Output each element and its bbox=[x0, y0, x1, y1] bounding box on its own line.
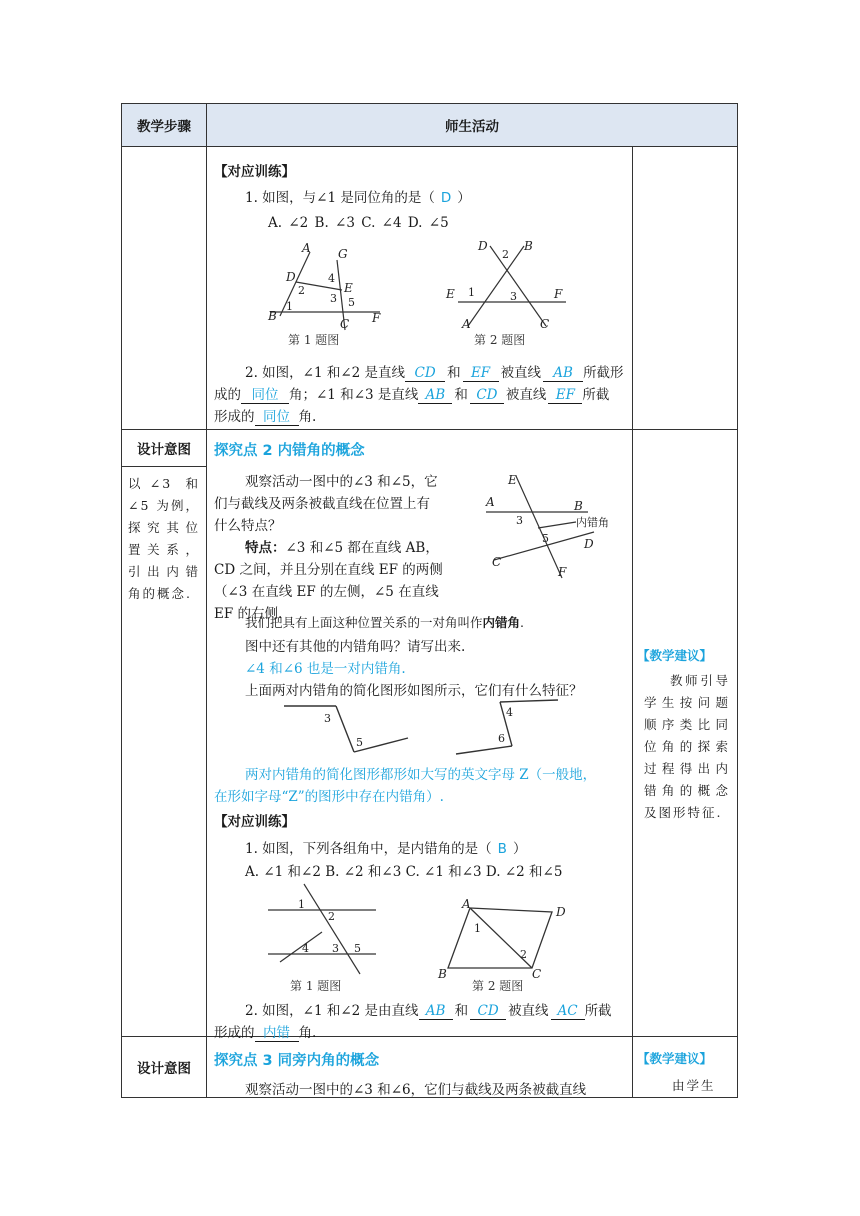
row1-left-cell bbox=[121, 146, 207, 430]
z2-label-6: 6 bbox=[498, 732, 505, 745]
definition-line bbox=[245, 613, 524, 631]
question-1-answer: D bbox=[440, 190, 452, 206]
pfig1-label-2: 4 bbox=[302, 942, 309, 955]
fig2-label-5: 3 bbox=[510, 290, 517, 303]
pq1-answer: B bbox=[497, 841, 507, 857]
question-1 bbox=[245, 186, 471, 206]
pq2-answer-2: CD bbox=[470, 1003, 506, 1020]
fig1-label-3: 4 bbox=[328, 272, 335, 285]
fig1-label-0: A bbox=[302, 241, 311, 255]
fig1-label-9: B bbox=[268, 309, 277, 323]
pfig2-label-5: C bbox=[532, 967, 542, 981]
fig2-label-6: F bbox=[554, 287, 563, 301]
pq2-answer-1: AB bbox=[419, 1003, 453, 1020]
pfig2-label-3: 2 bbox=[520, 948, 527, 961]
fig-b2-label-7: C bbox=[492, 555, 502, 569]
line-dc bbox=[490, 246, 546, 326]
q2-answer-3: AB bbox=[543, 365, 583, 382]
callout-line bbox=[538, 522, 576, 528]
answer2-text: ∠4 和∠6 也是一对内错角. bbox=[245, 661, 406, 677]
q2-answer-4: 同位 bbox=[241, 383, 289, 404]
fig1-label-5: 2 bbox=[298, 284, 305, 297]
section-title-3: 探究点 3 同旁内角的概念 bbox=[214, 1053, 380, 1069]
fig-b2-label-6: D bbox=[584, 537, 594, 551]
q2-text-1: 2. 如图，∠1 和∠2 是直线 bbox=[245, 365, 406, 381]
header-step: 教学步骤 bbox=[121, 103, 207, 147]
para1-line1: 观察活动一图中的∠3 和∠5，它 bbox=[245, 474, 438, 490]
question-1-options: A. ∠2 B. ∠3 C. ∠4 D. ∠5 bbox=[268, 215, 449, 231]
z2-label-4: 4 bbox=[506, 706, 513, 719]
q2-text-10: 形成的 bbox=[214, 409, 255, 425]
pq2-answer-4: 内错 bbox=[255, 1021, 299, 1042]
design-intent-text: 以∠3 和∠5 为例，探究其位置关系，引出内错角的概念. bbox=[128, 476, 200, 601]
teaching-suggestion-title: 【教学建议】 bbox=[637, 648, 713, 663]
simplified-z-figure-1 bbox=[280, 698, 420, 760]
fig2-label-1: 2 bbox=[502, 248, 509, 261]
fig-b2-label-0: E bbox=[508, 473, 517, 487]
lesson-table bbox=[121, 103, 738, 1098]
fig1-label-7: 5 bbox=[348, 296, 355, 309]
practice-figure-2 bbox=[436, 896, 576, 992]
simplified-z-figure-2 bbox=[452, 694, 608, 758]
z2-top bbox=[500, 700, 558, 702]
block3-text: 观察活动一图中的∠3 和∠6，它们与截线及两条被截直线 bbox=[245, 1082, 587, 1098]
line-ba bbox=[468, 246, 524, 326]
fig2-caption: 第 2 题图 bbox=[474, 333, 526, 347]
pq2-text-3: 被直线 bbox=[508, 1003, 549, 1019]
row1-right-cell bbox=[632, 146, 738, 430]
feature-label: 特点： bbox=[245, 540, 286, 556]
pfig2-caption: 第 2 题图 bbox=[472, 979, 524, 992]
z1-diag bbox=[336, 706, 354, 752]
section-title-2: 探究点 2 内错角的概念 bbox=[214, 443, 365, 459]
fig1-label-2: D bbox=[286, 270, 296, 284]
q2-text-3: 被直线 bbox=[500, 365, 542, 381]
fig-b2-label-2: B bbox=[574, 499, 583, 513]
pq2-text-1: 2. 如图，∠1 和∠2 是由直线 bbox=[245, 1003, 419, 1019]
pfig1-extra bbox=[280, 932, 322, 962]
feature-line3: （∠3 在直线 EF 的左侧，∠5 在直线 bbox=[214, 584, 439, 600]
fig2-label-4: 1 bbox=[468, 286, 475, 299]
practice-question-2-line1 bbox=[245, 999, 612, 1020]
fig1-label-10: C bbox=[340, 317, 350, 331]
q2-answer-8: 同位 bbox=[255, 405, 299, 426]
para1-line3: 什么特点？ bbox=[214, 518, 282, 534]
answer3-line2: 在形如字母“Z”的图形中存在内错角）. bbox=[214, 789, 444, 805]
answer3-line1: 两对内错角的简化图形都形如大写的英文字母 Z（一般地， bbox=[245, 767, 597, 783]
question-2-line2 bbox=[214, 383, 609, 404]
pq2-text-4: 所截 bbox=[584, 1003, 612, 1019]
pfig1-caption: 第 1 题图 bbox=[290, 979, 342, 992]
pfig1-label-4: 5 bbox=[354, 942, 361, 955]
alternate-angle-figure bbox=[476, 470, 628, 586]
fig2-label-2: B bbox=[524, 239, 533, 253]
pq2-text-5: 形成的 bbox=[214, 1025, 255, 1041]
pq2-text-6: 角. bbox=[298, 1025, 317, 1041]
design-intent-label-3: 设计意图 bbox=[121, 1036, 207, 1098]
teaching-suggestion-title-3: 【教学建议】 bbox=[637, 1051, 713, 1066]
practice-title-2: 【对应训练】 bbox=[214, 814, 295, 830]
fig1-label-1: G bbox=[338, 247, 348, 261]
fig-b2-label-8: F bbox=[558, 565, 567, 579]
pfig2-label-2: 1 bbox=[474, 922, 481, 935]
practice-question-1 bbox=[245, 837, 526, 857]
pfig1-label-0: 1 bbox=[298, 898, 305, 911]
pq1-text: 1. 如图，下列各组角中，是内错角的是（ bbox=[245, 841, 492, 857]
fig-b2-label-4: 内错角 bbox=[576, 516, 609, 529]
z1-label-3: 3 bbox=[324, 712, 331, 725]
fig2-label-3: E bbox=[446, 287, 455, 301]
figure-2-q1 bbox=[444, 236, 574, 350]
definition-term: 内错角 bbox=[482, 615, 521, 630]
q2-text-9: 所截 bbox=[582, 387, 610, 403]
fig-b2-label-3: 3 bbox=[516, 514, 523, 527]
q2-text-5: 成的 bbox=[214, 387, 241, 403]
pfig1-label-3: 3 bbox=[332, 942, 339, 955]
teaching-suggestion-text: 教师引导学生按问题顺序类比同位角的探索过程得出内错角的概念及图形特征. bbox=[644, 673, 730, 820]
figure-1-q1 bbox=[262, 240, 392, 350]
feature-text-1: ∠3 和∠5 都在直线 AB， bbox=[285, 540, 439, 556]
q2-answer-1: CD bbox=[405, 365, 445, 382]
header-activity: 师生活动 bbox=[206, 103, 738, 147]
z1-label-5: 5 bbox=[356, 736, 363, 749]
q2-text-6: 角；∠1 和∠3 是直线 bbox=[289, 387, 419, 403]
question2-text: 图中还有其他的内错角吗？请写出来. bbox=[245, 639, 466, 655]
feature-line2: CD 之间，并且分别在直线 EF 的两侧 bbox=[214, 562, 443, 578]
pfig1-label-1: 2 bbox=[328, 910, 335, 923]
pfig2-label-1: D bbox=[556, 905, 566, 919]
feature-line4: EF 的右侧. bbox=[214, 606, 283, 622]
pq1-close: ） bbox=[512, 841, 527, 857]
question-2-line1 bbox=[245, 361, 624, 382]
q2-answer-7: EF bbox=[548, 387, 582, 404]
line-ef-2 bbox=[516, 476, 562, 578]
design-intent-label: 设计意图 bbox=[121, 429, 207, 467]
q2-answer-6: CD bbox=[470, 387, 504, 404]
fig1-label-8: 1 bbox=[286, 300, 293, 313]
question3-text: 上面两对内错角的简化图形如图所示，它们有什么特征？ bbox=[245, 683, 583, 699]
q2-text-2: 和 bbox=[447, 365, 461, 381]
q2-text-8: 被直线 bbox=[505, 387, 547, 403]
q2-text-11: 角. bbox=[298, 409, 317, 425]
definition-period: . bbox=[520, 615, 525, 630]
pfig2-label-0: A bbox=[462, 897, 471, 911]
q2-text-7: 和 bbox=[454, 387, 468, 403]
fig2-label-7: A bbox=[462, 317, 471, 331]
q2-text-4: 所截形 bbox=[583, 365, 624, 381]
fig1-label-11: F bbox=[372, 311, 381, 325]
q2-answer-2: EF bbox=[463, 365, 499, 382]
question-1-text: 1. 如图，与∠1 是同位角的是（ bbox=[245, 190, 435, 206]
pq2-answer-3: AC bbox=[551, 1003, 585, 1020]
fig1-label-4: E bbox=[344, 281, 353, 295]
pfig1-transversal bbox=[304, 884, 360, 974]
z2-bottom bbox=[456, 746, 512, 754]
pfig2-label-4: B bbox=[438, 967, 447, 981]
practice-question-1-options: A. ∠1 和∠2 B. ∠2 和∠3 C. ∠1 和∠3 D. ∠2 和∠5 bbox=[245, 864, 563, 880]
pfig2-quad bbox=[448, 908, 552, 968]
q2-answer-5: AB bbox=[418, 387, 452, 404]
fig1-label-6: 3 bbox=[330, 292, 337, 305]
para1-line2: 们与截线及两条被截直线在位置上有 bbox=[214, 496, 430, 512]
fig1-caption: 第 1 题图 bbox=[288, 333, 340, 347]
practice-title-1: 【对应训练】 bbox=[214, 164, 295, 180]
definition-text: 我们把具有上面这种位置关系的一对角叫作 bbox=[245, 615, 483, 630]
feature-line1 bbox=[245, 536, 439, 556]
teaching-suggestion-text-3: 由学生 bbox=[672, 1078, 716, 1093]
fig-b2-label-5: 5 bbox=[542, 532, 549, 545]
question-2-line3 bbox=[214, 405, 316, 426]
fig-b2-label-1: A bbox=[486, 495, 495, 509]
fig2-label-8: C bbox=[540, 317, 550, 331]
pq2-text-2: 和 bbox=[454, 1003, 469, 1019]
practice-figure-1 bbox=[262, 880, 382, 992]
practice-question-2-line2 bbox=[214, 1021, 316, 1042]
question-1-close: ） bbox=[457, 190, 471, 206]
fig2-label-0: D bbox=[478, 239, 488, 253]
